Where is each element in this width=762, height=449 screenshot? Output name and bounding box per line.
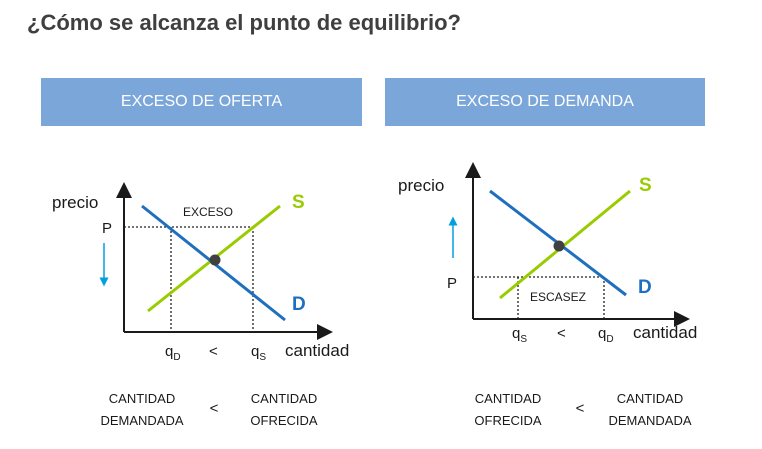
demand-label: D — [638, 277, 652, 298]
qs-tick-label — [251, 343, 266, 363]
equilibrium-point — [210, 255, 221, 266]
summary-left — [86, 388, 198, 432]
gap-label: ESCASEZ — [530, 290, 587, 304]
summary-line: CANTIDAD — [616, 391, 684, 406]
q-letter: q — [512, 325, 521, 342]
summary-comparator: < — [575, 400, 585, 417]
comparator: < — [209, 343, 218, 360]
summary-line: OFRECIDA — [250, 413, 318, 428]
price-label: P — [447, 275, 458, 292]
q-letter: q — [251, 343, 260, 360]
supply-label: S — [639, 175, 652, 196]
q-letter: q — [165, 343, 174, 360]
banner-excess-supply: EXCESO DE OFERTA — [41, 78, 362, 126]
qd-tick-label — [165, 343, 181, 363]
summary-right — [228, 388, 340, 432]
q-subscript: D — [173, 352, 181, 363]
panel-excess-demand — [398, 170, 697, 345]
price-axis-label: precio — [398, 176, 445, 195]
equilibrium-point — [554, 241, 565, 252]
quantity-axis-label: cantidad — [285, 341, 350, 360]
q-subscript: D — [606, 334, 614, 345]
q-letter: q — [598, 325, 607, 342]
summary-line: OFRECIDA — [474, 413, 542, 428]
summary-line: CANTIDAD — [108, 391, 176, 406]
summary-line: CANTIDAD — [250, 391, 318, 406]
gap-label: EXCESO — [183, 205, 234, 219]
banner-excess-demand: EXCESO DE DEMANDA — [385, 78, 705, 126]
q-subscript: S — [520, 334, 528, 345]
summary-line: CANTIDAD — [474, 391, 542, 406]
supply-label: S — [292, 192, 305, 213]
quantity-axis-label: cantidad — [633, 323, 698, 342]
qs-tick-label — [512, 325, 527, 345]
summary-line: DEMANDADA — [100, 413, 184, 428]
q-subscript: S — [259, 352, 267, 363]
comparator: < — [557, 325, 566, 342]
page-title: ¿Cómo se alcanza el punto de equilibrio? — [27, 10, 461, 35]
qd-tick-label — [598, 325, 614, 345]
demand-label: D — [292, 294, 306, 315]
summary-right — [594, 388, 706, 432]
summary-comparator: < — [209, 400, 219, 417]
summary-line: DEMANDADA — [608, 413, 692, 428]
price-label: P — [102, 220, 113, 237]
summary-left — [456, 388, 560, 432]
panel-excess-supply — [52, 190, 349, 363]
price-axis-label: precio — [52, 193, 99, 212]
